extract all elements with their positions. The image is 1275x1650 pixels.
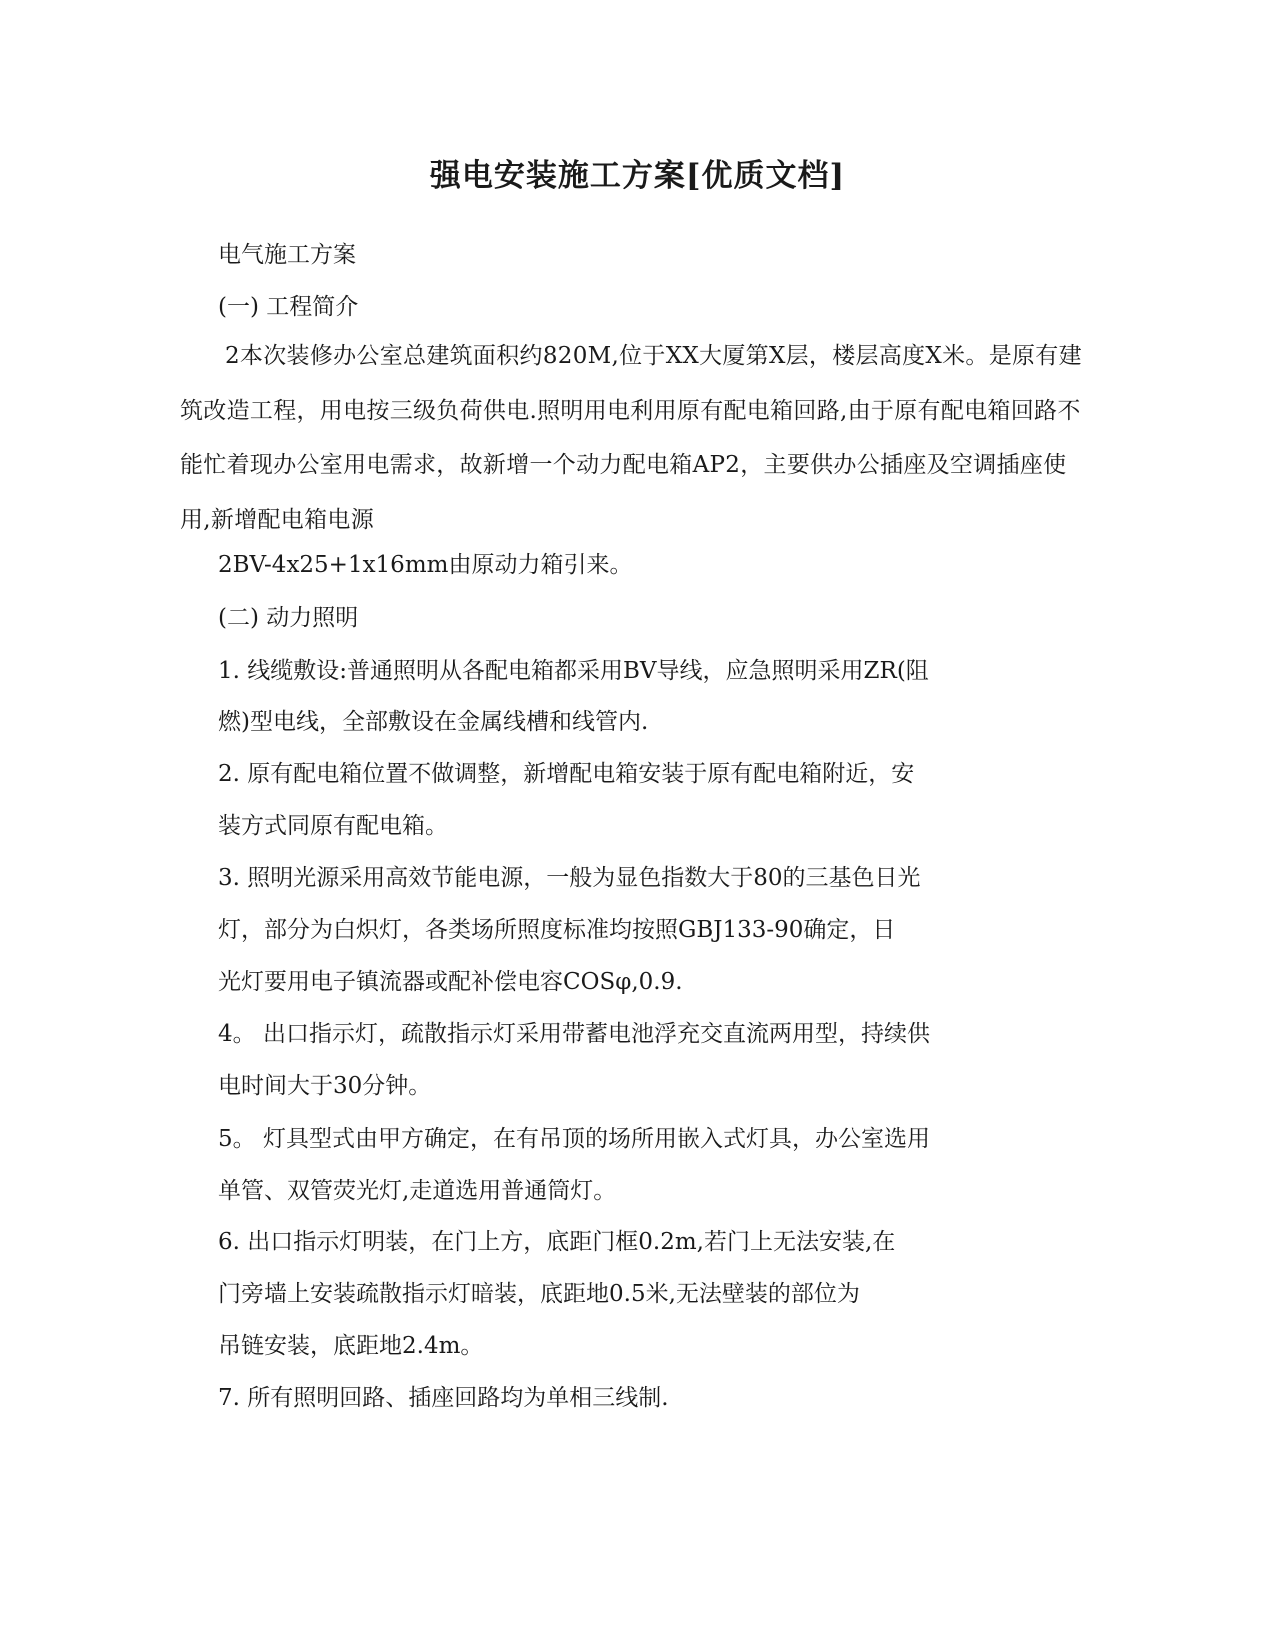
document-title: 强电安装施工方案[优质文档] (429, 158, 846, 194)
item-3-line-1: 3. 照明光源采用高效节能电源，一般为显色指数大于80的三基色日光 (218, 865, 921, 891)
item-7-line-1: 7. 所有照明回路、插座回路均为单相三线制. (218, 1385, 669, 1411)
item-3-line-2: 灯，部分为白炽灯，各类场所照度标准均按照GBJ133-90确定，日 (218, 917, 896, 943)
item-3-line-3: 光灯要用电子镇流器或配补偿电容COSφ,0.9. (218, 969, 683, 995)
item-6-line-1: 6. 出口指示灯明装，在门上方，底距门框0.2m,若门上无法安装,在 (218, 1229, 896, 1255)
section-1-intro-paragraph: 2本次装修办公室总建筑面积约820M,位于XX大厦第X层，楼层高度X米。是原有建筑改造工程，用电按三级负荷供电.照明用电利用原有配电箱回路,由于原有配电箱回路不能忙着现办公室用电需求，故新增一个动力配电箱AP2，主要供办公插座及空调插座使用,新增配电箱电源 (180, 343, 1082, 533)
item-4-line-1: 4。 出口指示灯，疏散指示灯采用带蓄电池浮充交直流两用型，持续供 (218, 1021, 930, 1047)
section-1-heading: (一) 工程简介 (218, 294, 359, 320)
section-1-cable-line: 2BV-4x25+1x16mm由原动力箱引来。 (218, 552, 633, 578)
item-1-line-1: 1. 线缆敷设:普通照明从各配电箱都采用BV导线，应急照明采用ZR(阻 (218, 658, 929, 684)
item-2-line-1: 2. 原有配电箱位置不做调整，新增配电箱安装于原有配电箱附近，安 (218, 761, 915, 787)
section-2-heading: (二) 动力照明 (218, 605, 359, 631)
item-2-line-2: 装方式同原有配电箱。 (218, 813, 448, 839)
item-5-line-1: 5。 灯具型式由甲方确定，在有吊顶的场所用嵌入式灯具，办公室选用 (218, 1126, 930, 1152)
item-6-line-2: 门旁墙上安装疏散指示灯暗装，底距地0.5米,无法壁装的部位为 (218, 1281, 860, 1307)
item-1-line-2: 燃)型电线，全部敷设在金属线槽和线管内. (218, 709, 649, 735)
item-4-line-2: 电时间大于30分钟。 (218, 1073, 432, 1099)
section-heading-electrical-plan: 电气施工方案 (218, 242, 356, 268)
item-5-line-2: 单管、双管荧光灯,走道选用普通筒灯。 (218, 1178, 617, 1204)
item-6-line-3: 吊链安装，底距地2.4m。 (218, 1333, 484, 1359)
